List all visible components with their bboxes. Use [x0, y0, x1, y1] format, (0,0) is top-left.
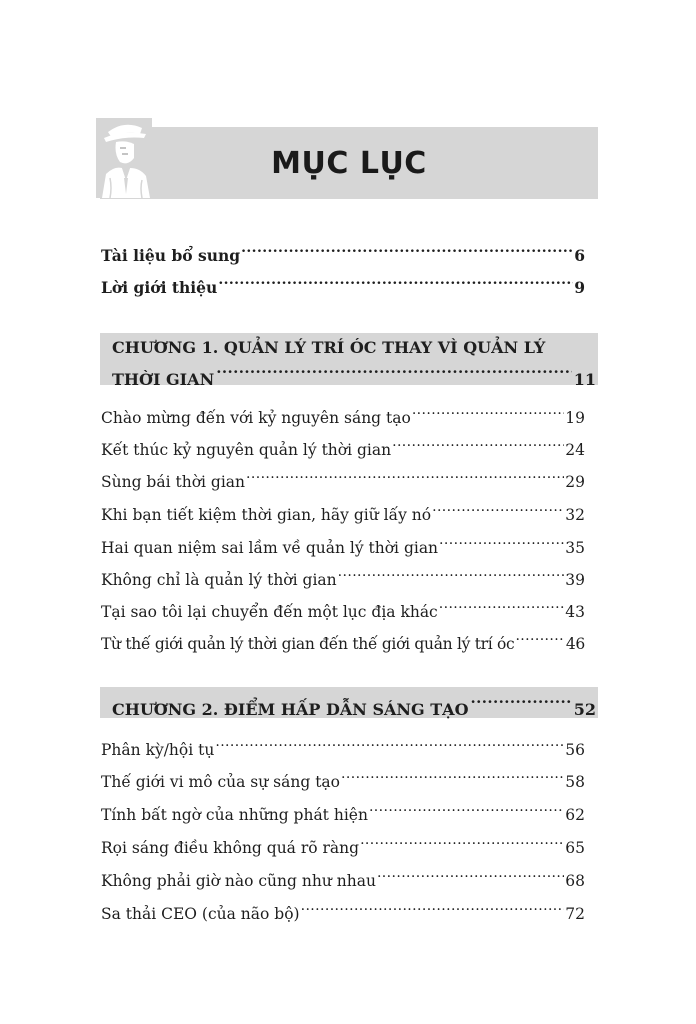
toc-entry-supplementary[interactable] [101, 241, 585, 266]
toc-entry-label: Hai quan niệm sai lầm về quản lý thời gian [101, 539, 439, 557]
toc-entry[interactable] [101, 435, 585, 460]
chapter-2-heading[interactable] [112, 690, 596, 722]
toc-entry-introduction[interactable] [101, 273, 585, 298]
dot-leader [301, 899, 565, 919]
toc-entry-label: Chào mừng đến với kỷ nguyên sáng tạo [101, 409, 411, 427]
dot-leader [216, 360, 572, 385]
dot-leader [246, 467, 564, 487]
toc-entry-page: 58 [565, 773, 585, 791]
toc-entry-page: 62 [565, 806, 585, 824]
toc-entry[interactable] [101, 800, 585, 825]
dot-leader [377, 866, 564, 886]
dot-leader [218, 273, 573, 293]
toc-entry[interactable] [101, 597, 585, 622]
toc-entry[interactable] [101, 767, 585, 792]
toc-entry-page: 68 [565, 872, 585, 890]
toc-entry-page: 9 [574, 278, 585, 297]
dot-leader [338, 565, 565, 585]
toc-entry-page: 46 [565, 635, 585, 653]
toc-entry-page: 32 [565, 506, 585, 524]
chapter-title-line2: THỜI GIAN [112, 370, 215, 389]
page-title: MỤC LỤC [271, 145, 427, 181]
toc-entry-label: Từ thế giới quản lý thời gian đến thế giới quản lý trí óc [101, 635, 515, 653]
toc-entry-label: Tính bất ngờ của những phát hiện [101, 806, 368, 824]
chapter-title-line1: CHƯƠNG 2. ĐIỂM HẤP DẪN SÁNG TẠO [112, 700, 469, 719]
dot-leader [439, 597, 565, 617]
dot-leader [515, 629, 564, 649]
toc-entry-label: Sùng bái thời gian [101, 473, 246, 491]
toc-entry-page: 43 [565, 603, 585, 621]
toc-entry-label: Không phải giờ nào cũng như nhau [101, 872, 376, 890]
dot-leader [412, 403, 564, 423]
toc-entry-page: 65 [565, 839, 585, 857]
toc-entry-label: Lời giới thiệu [101, 278, 218, 297]
toc-entry-page: 39 [565, 571, 585, 589]
dot-leader [392, 435, 564, 455]
toc-entry-label: Rọi sáng điều không quá rõ ràng [101, 839, 360, 857]
dot-leader [369, 800, 564, 820]
toc-entry[interactable] [101, 533, 585, 558]
toc-entry-label: Kết thúc kỷ nguyên quản lý thời gian [101, 441, 392, 459]
toc-entry[interactable] [101, 500, 585, 525]
dot-leader [341, 767, 564, 787]
toc-entry-label: Phân kỳ/hội tụ [101, 741, 215, 759]
chapter-page: 52 [573, 700, 596, 719]
dot-leader [432, 500, 564, 520]
toc-entry-label: Tại sao tôi lại chuyển đến một lục địa khác [101, 603, 438, 621]
toc-entry[interactable] [101, 899, 585, 924]
toc-entry[interactable] [101, 866, 585, 891]
toc-entry-page: 35 [565, 539, 585, 557]
chapter-page: 11 [573, 370, 596, 389]
toc-entry[interactable] [101, 565, 585, 590]
dot-leader [215, 735, 564, 755]
toc-entry-label: Tài liệu bổ sung [101, 246, 241, 265]
dot-leader [241, 241, 573, 261]
toc-entry[interactable] [101, 735, 585, 760]
toc-entry[interactable] [101, 629, 585, 654]
toc-entry[interactable] [101, 403, 585, 428]
toc-entry-label: Thế giới vi mô của sự sáng tạo [101, 773, 341, 791]
toc-entry-page: 6 [574, 246, 585, 265]
dot-leader [360, 833, 564, 853]
toc-entry-page: 56 [565, 741, 585, 759]
toc-entry-label: Khi bạn tiết kiệm thời gian, hãy giữ lấy nó [101, 506, 432, 524]
toc-entry-page: 19 [565, 409, 585, 427]
toc-entry-label: Sa thải CEO (của não bộ) [101, 905, 300, 923]
toc-entry-page: 29 [565, 473, 585, 491]
toc-entry[interactable] [101, 467, 585, 492]
toc-entry[interactable] [101, 833, 585, 858]
chapter-1-heading[interactable] [112, 335, 596, 392]
chapter-title-line1: CHƯƠNG 1. QUẢN LÝ TRÍ ÓC THAY VÌ QUẢN LÝ [112, 338, 546, 357]
toc-entry-page: 72 [565, 905, 585, 923]
toc-entry-page: 24 [565, 441, 585, 459]
dot-leader [439, 533, 564, 553]
toc-entry-label: Không chỉ là quản lý thời gian [101, 571, 337, 589]
dot-leader [471, 690, 572, 715]
